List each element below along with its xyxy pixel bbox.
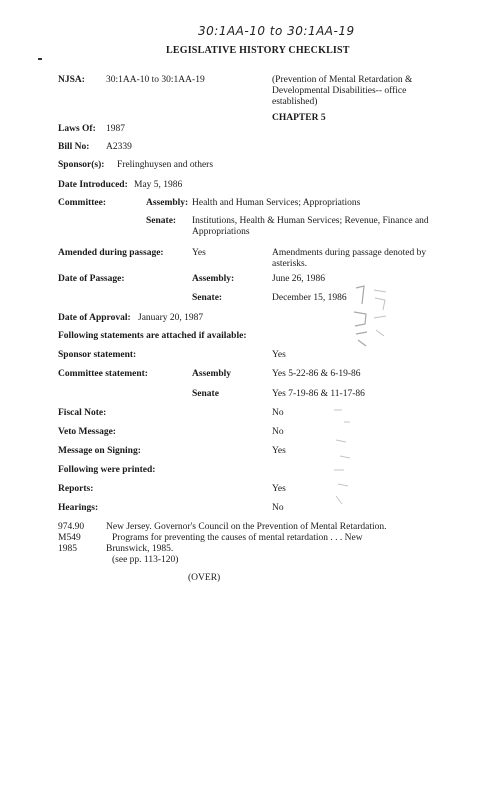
message-on-signing-label: Message on Signing: bbox=[58, 446, 141, 456]
statement-assembly-label: Assembly bbox=[192, 369, 232, 379]
call-number-line-2: M549 bbox=[58, 533, 81, 543]
sponsors-value: Frelinghuysen and others bbox=[117, 160, 214, 170]
date-of-passage-label: Date of Passage: bbox=[58, 274, 125, 284]
statement-senate-value: Yes 7-19-86 & 11-17-86 bbox=[272, 389, 365, 399]
scan-mark bbox=[38, 58, 42, 60]
citation-line-1: New Jersey. Governor's Council on the Prevention of Mental Retardation. bbox=[106, 522, 387, 532]
citation-line-3: Brunswick, 1985. bbox=[106, 544, 174, 554]
amended-label: Amended during passage: bbox=[58, 248, 164, 258]
call-number-line-1: 974.90 bbox=[58, 522, 85, 532]
njsa-value: 30:1AA-10 to 30:1AA-19 bbox=[106, 75, 205, 85]
hearings-label: Hearings: bbox=[58, 503, 99, 513]
statement-assembly-value: Yes 5-22-86 & 6-19-86 bbox=[272, 369, 361, 379]
committee-assembly-label: Assembly: bbox=[146, 198, 189, 208]
following-attached-heading: Following statements are attached if available: bbox=[58, 331, 247, 341]
sponsors-label: Sponsor(s): bbox=[58, 160, 105, 170]
passage-senate-value: December 15, 1986 bbox=[272, 293, 347, 303]
date-introduced-value: May 5, 1986 bbox=[134, 180, 183, 190]
following-printed-heading: Following were printed: bbox=[58, 465, 156, 475]
reports-label: Reports: bbox=[58, 484, 94, 494]
sponsor-statement-value: Yes bbox=[272, 350, 286, 360]
committee-statement-label: Committee statement: bbox=[58, 369, 148, 379]
laws-of-value: 1987 bbox=[106, 124, 125, 134]
date-of-approval-value: January 20, 1987 bbox=[138, 313, 204, 323]
passage-assembly-label: Assembly: bbox=[192, 274, 235, 284]
amended-note: Amendments during passage denoted by asterisks. bbox=[272, 248, 427, 269]
veto-message-label: Veto Message: bbox=[58, 427, 116, 437]
faint-stamp-artifact bbox=[350, 284, 390, 354]
message-on-signing-value: Yes bbox=[272, 446, 286, 456]
njsa-label: NJSA: bbox=[58, 75, 85, 85]
committee-senate-label: Senate: bbox=[146, 216, 177, 226]
call-number-line-3: 1985 bbox=[58, 544, 77, 554]
committee-label: Committee: bbox=[58, 198, 107, 208]
over-indicator: (OVER) bbox=[188, 573, 221, 583]
reports-value: Yes bbox=[272, 484, 286, 494]
veto-message-value: No bbox=[272, 427, 284, 437]
committee-senate-value: Institutions, Health & Human Services; Revenue, Finance and Appropriations bbox=[192, 216, 429, 237]
laws-of-label: Laws Of: bbox=[58, 124, 96, 134]
hearings-value: No bbox=[272, 503, 284, 513]
passage-assembly-value: June 26, 1986 bbox=[272, 274, 326, 284]
sponsor-statement-label: Sponsor statement: bbox=[58, 350, 137, 360]
statement-senate-label: Senate bbox=[192, 389, 219, 399]
bill-no-value: A2339 bbox=[106, 142, 132, 152]
handwritten-statute-range: 30:1AA-10 to 30:1AA-19 bbox=[198, 24, 355, 38]
fiscal-note-value: No bbox=[272, 408, 284, 418]
date-of-approval-label: Date of Approval: bbox=[58, 313, 131, 323]
date-introduced-label: Date Introduced: bbox=[58, 180, 128, 190]
njsa-description: (Prevention of Mental Retardation & Developmental Disabilities-- office established) bbox=[272, 75, 413, 107]
fiscal-note-label: Fiscal Note: bbox=[58, 408, 107, 418]
passage-senate-label: Senate: bbox=[192, 293, 223, 303]
citation-line-2: Programs for preventing the causes of mental retardation . . . New bbox=[112, 533, 363, 543]
bill-no-label: Bill No: bbox=[58, 142, 90, 152]
committee-assembly-value: Health and Human Services; Appropriations bbox=[192, 198, 361, 208]
amended-value: Yes bbox=[192, 248, 206, 258]
page-title: LEGISLATIVE HISTORY CHECKLIST bbox=[166, 45, 350, 56]
chapter-label: CHAPTER 5 bbox=[272, 113, 326, 123]
citation-line-4: (see pp. 113-120) bbox=[112, 555, 179, 565]
faint-scan-marks bbox=[330, 400, 360, 510]
